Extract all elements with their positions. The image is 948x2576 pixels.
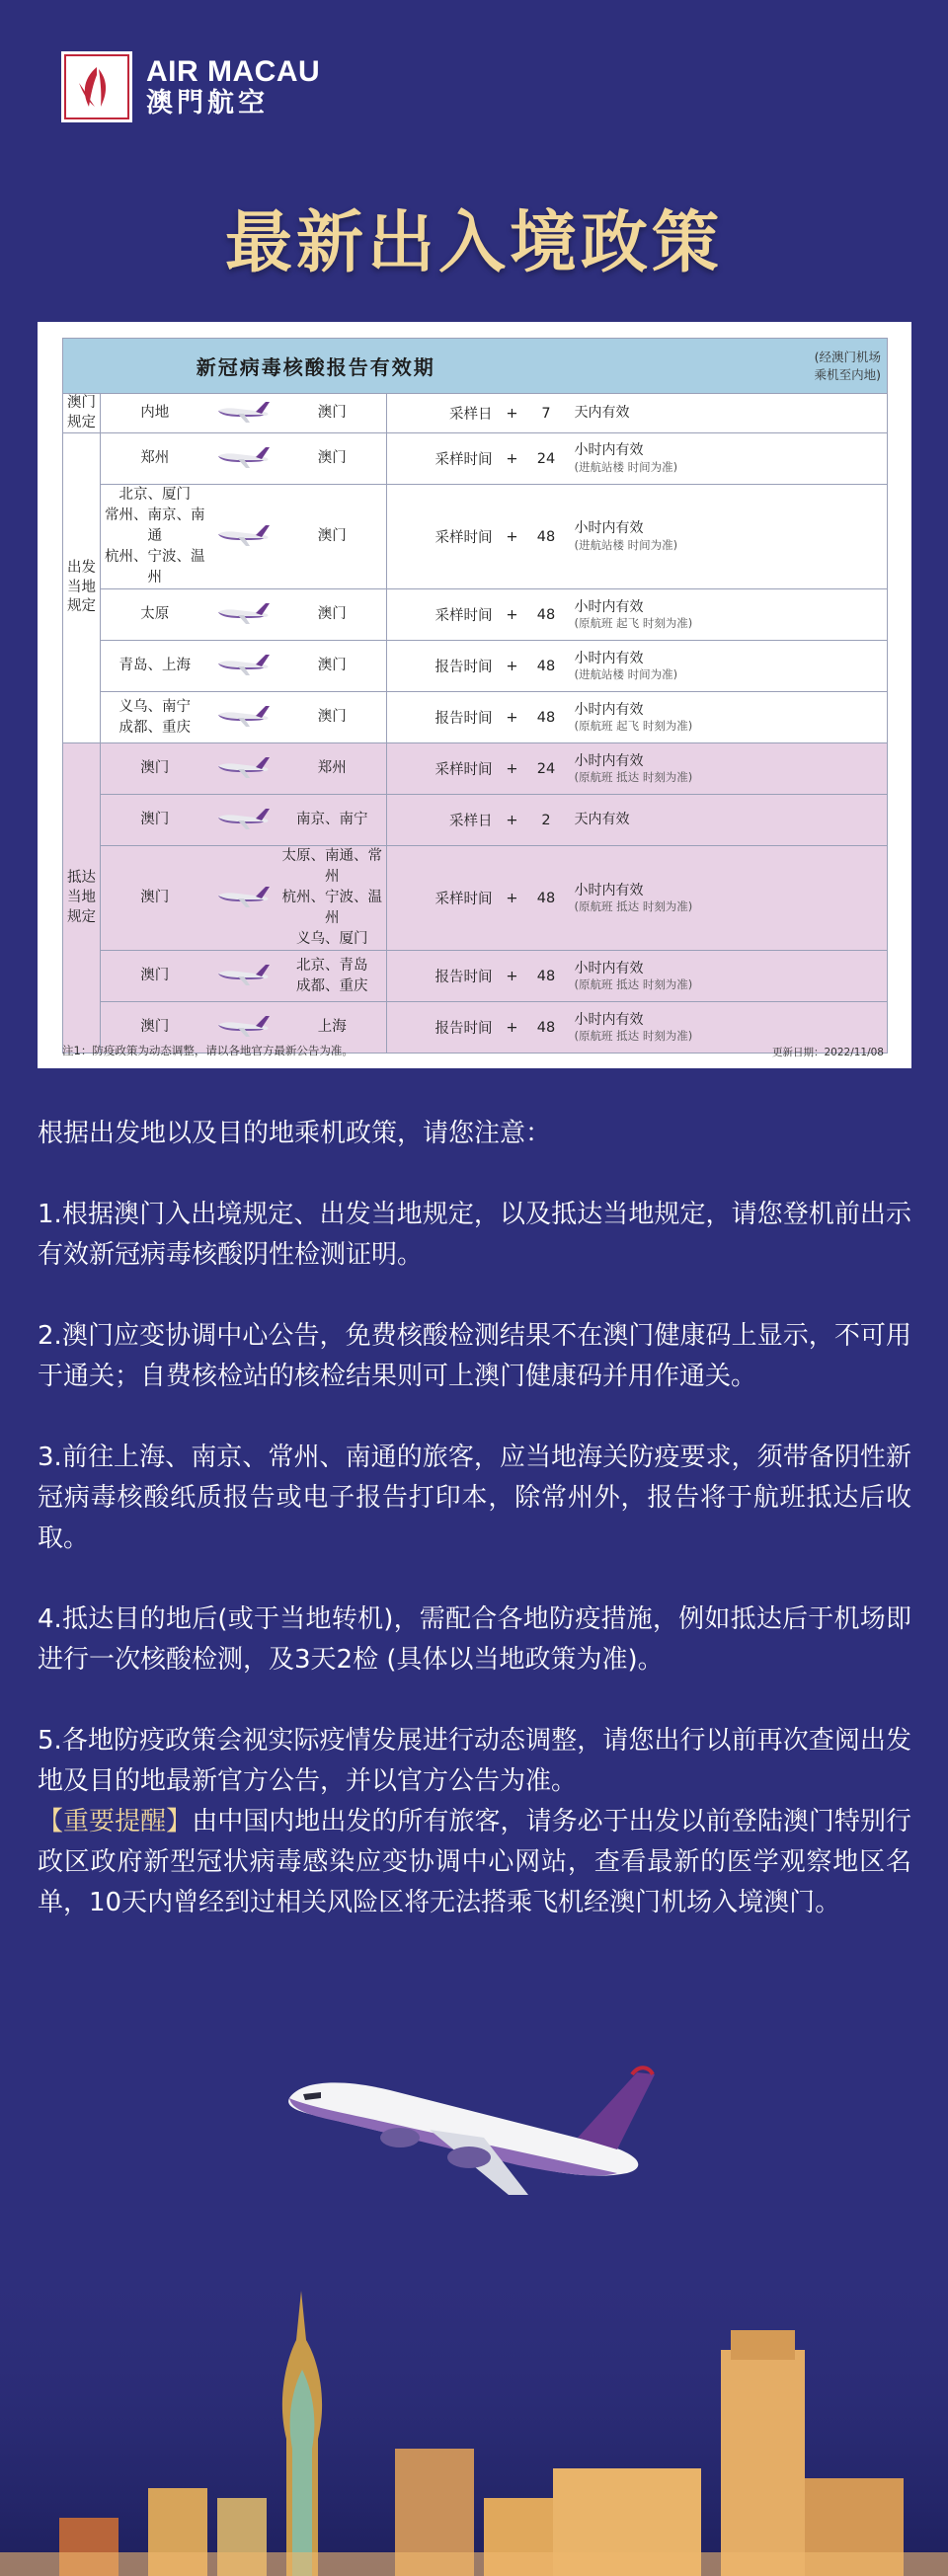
row-basis: 采样时间: [387, 589, 501, 641]
notice-item-1: 1.根据澳门入出境规定、出发当地规定，以及抵达当地规定，请您登机前出示有效新冠病毒核酸阴性检测证明。: [38, 1200, 911, 1270]
table-row: [63, 589, 888, 641]
row-validity: 小时内有效 (原航班 起飞 时刻为准): [569, 692, 888, 743]
row-origin: 澳门: [101, 846, 209, 951]
airplane-icon: [216, 703, 272, 729]
row-origin: 太原: [101, 589, 209, 641]
row-plane: [209, 951, 278, 1002]
row-hours: 2: [524, 795, 569, 846]
row-plane: [209, 846, 278, 951]
table-row: [63, 433, 888, 485]
row-hours: 48: [524, 589, 569, 641]
row-destination: 澳门: [278, 394, 387, 433]
row-plane: [209, 692, 278, 743]
airplane-icon: [216, 600, 272, 626]
row-basis: 采样日: [387, 394, 501, 433]
airplane-icon: [216, 399, 272, 425]
notice-item-2: 2.澳门应变协调中心公告，免费核酸检测结果不在澳门健康码上显示，不可用于通关；自费核检站的核检结果则可上澳门健康码并用作通关。: [38, 1321, 911, 1391]
row-plus: +: [501, 394, 524, 433]
row-plus: +: [501, 743, 524, 795]
row-plane: [209, 394, 278, 433]
row-hours: 24: [524, 743, 569, 795]
table-updated-date: 更新日期：2022/11/08: [771, 1047, 884, 1058]
page-title: 最新出入境政策: [224, 204, 723, 282]
notice-intro: 根据出发地以及目的地乘机政策，请您注意：: [38, 1119, 552, 1148]
table-row: [63, 846, 888, 951]
row-basis: 报告时间: [387, 641, 501, 692]
row-destination: 北京、青岛 成都、重庆: [278, 951, 387, 1002]
row-plus: +: [501, 846, 524, 951]
airplane-icon: [216, 884, 272, 909]
notice-item-3: 3.前往上海、南京、常州、南通的旅客，应当地海关防疫要求，须带备阴性新冠病毒核酸纸质报告或电子报告打印本，除常州外，报告将于航班抵达后收取。: [38, 1443, 911, 1553]
row-basis: 报告时间: [387, 692, 501, 743]
row-hours: 48: [524, 641, 569, 692]
row-validity: 天内有效: [569, 795, 888, 846]
row-basis: 采样时间: [387, 433, 501, 485]
row-hours: 48: [524, 1002, 569, 1054]
row-hours: 48: [524, 692, 569, 743]
policy-table-card: [38, 322, 911, 1068]
table-row: [63, 795, 888, 846]
row-destination: 太原、南通、常州 杭州、宁波、温州 义乌、厦门: [278, 846, 387, 951]
row-basis: 采样时间: [387, 846, 501, 951]
row-destination: 上海: [278, 1002, 387, 1054]
row-hours: 48: [524, 951, 569, 1002]
row-origin: 郑州: [101, 433, 209, 485]
row-destination: 澳门: [278, 485, 387, 589]
row-plus: +: [501, 951, 524, 1002]
row-plane: [209, 433, 278, 485]
row-origin: 澳门: [101, 795, 209, 846]
table-title: 新冠病毒核酸报告有效期: [196, 355, 435, 379]
row-basis: 报告时间: [387, 1002, 501, 1054]
macau-skyline-illustration: [0, 2251, 948, 2576]
row-basis: 采样时间: [387, 485, 501, 589]
row-destination: 南京、南宁: [278, 795, 387, 846]
row-plus: +: [501, 485, 524, 589]
table-row: [63, 394, 888, 433]
airplane-icon: [216, 652, 272, 677]
row-plane: [209, 743, 278, 795]
row-basis: 报告时间: [387, 951, 501, 1002]
group-departure: 出发 当地 规定: [63, 433, 101, 743]
row-plus: +: [501, 1002, 524, 1054]
airplane-icon: [216, 522, 272, 548]
row-hours: 7: [524, 394, 569, 433]
row-hours: 24: [524, 433, 569, 485]
table-note-1: (经澳门机场: [814, 350, 882, 364]
airplane-icon: [216, 754, 272, 780]
row-validity: 小时内有效 (原航班 抵达 时刻为准): [569, 743, 888, 795]
row-destination: 澳门: [278, 433, 387, 485]
row-origin: 澳门: [101, 951, 209, 1002]
row-plane: [209, 795, 278, 846]
row-plane: [209, 589, 278, 641]
notice-body: [38, 1114, 911, 1923]
row-origin: 内地: [101, 394, 209, 433]
notice-item-5: 5.各地防疫政策会视实际疫情发展进行动态调整，请您出行以前再次查阅出发地及目的地最新官方公告，并以官方公告为准。: [38, 1726, 911, 1796]
row-plus: +: [501, 692, 524, 743]
row-basis: 采样时间: [387, 743, 501, 795]
row-validity: 小时内有效 (进航站楼 时间为准): [569, 433, 888, 485]
row-hours: 48: [524, 485, 569, 589]
row-plane: [209, 641, 278, 692]
row-destination: 澳门: [278, 589, 387, 641]
airplane-illustration: [281, 2059, 686, 2207]
row-plus: +: [501, 433, 524, 485]
group-macau: 澳门 规定: [63, 394, 101, 433]
row-destination: 澳门: [278, 692, 387, 743]
table-row: [63, 951, 888, 1002]
row-plus: +: [501, 641, 524, 692]
row-validity: 天内有效: [569, 394, 888, 433]
table-note-2: 乘机至内地): [814, 366, 882, 382]
table-row: [63, 692, 888, 743]
lotus-logo-icon: [61, 51, 132, 122]
airplane-icon: [216, 1013, 272, 1039]
row-validity: 小时内有效 (原航班 抵达 时刻为准): [569, 951, 888, 1002]
row-validity: 小时内有效 (进航站楼 时间为准): [569, 641, 888, 692]
row-plus: +: [501, 795, 524, 846]
row-origin: 澳门: [101, 1002, 209, 1054]
important-reminder: [38, 1802, 911, 1923]
row-validity: 小时内有效 (原航班 抵达 时刻为准): [569, 846, 888, 951]
brand-name-en: AIR MACAU: [146, 55, 321, 89]
row-destination: 郑州: [278, 743, 387, 795]
air-macau-logo: [61, 51, 320, 122]
row-plus: +: [501, 589, 524, 641]
row-hours: 48: [524, 846, 569, 951]
table-row: [63, 641, 888, 692]
notice-item-4: 4.抵达目的地后(或于当地转机)，需配合各地防疫措施，例如抵达后于机场即进行一次核酸检测，及3天2检 (具体以当地政策为准)。: [38, 1604, 911, 1675]
table-footnote: 注1：防疫政策为动态调整，请以各地官方最新公告为准。: [62, 1044, 354, 1057]
row-basis: 采样日: [387, 795, 501, 846]
policy-table: [62, 338, 888, 1054]
table-row: [63, 485, 888, 589]
brand-name-cn: 澳門航空: [146, 87, 269, 118]
group-arrival: 抵达 当地 规定: [63, 743, 101, 1054]
airplane-icon: [216, 806, 272, 831]
row-origin: 澳门: [101, 743, 209, 795]
table-row: [63, 743, 888, 795]
airplane-icon: [216, 444, 272, 470]
reminder-text: 由中国内地出发的所有旅客，请务必于出发以前登陆澳门特别行政区政府新型冠状病毒感染应变协调中心网站，查看最新的医学观察地区名单，10天内曾经到过相关风险区将无法搭乘飞机经澳门机场入境澳门。: [38, 1807, 911, 1917]
row-validity: 小时内有效 (进航站楼 时间为准): [569, 485, 888, 589]
row-validity: 小时内有效 (原航班 起飞 时刻为准): [569, 589, 888, 641]
row-destination: 澳门: [278, 641, 387, 692]
row-plane: [209, 485, 278, 589]
row-origin: 义乌、南宁 成都、重庆: [101, 692, 209, 743]
row-validity: 小时内有效 (原航班 抵达 时刻为准): [569, 1002, 888, 1054]
row-origin: 北京、厦门 常州、南京、南通 杭州、宁波、温州: [101, 485, 209, 589]
row-origin: 青岛、上海: [101, 641, 209, 692]
reminder-label: 【重要提醒】: [38, 1807, 193, 1836]
table-header: [63, 339, 888, 394]
airplane-icon: [216, 962, 272, 987]
